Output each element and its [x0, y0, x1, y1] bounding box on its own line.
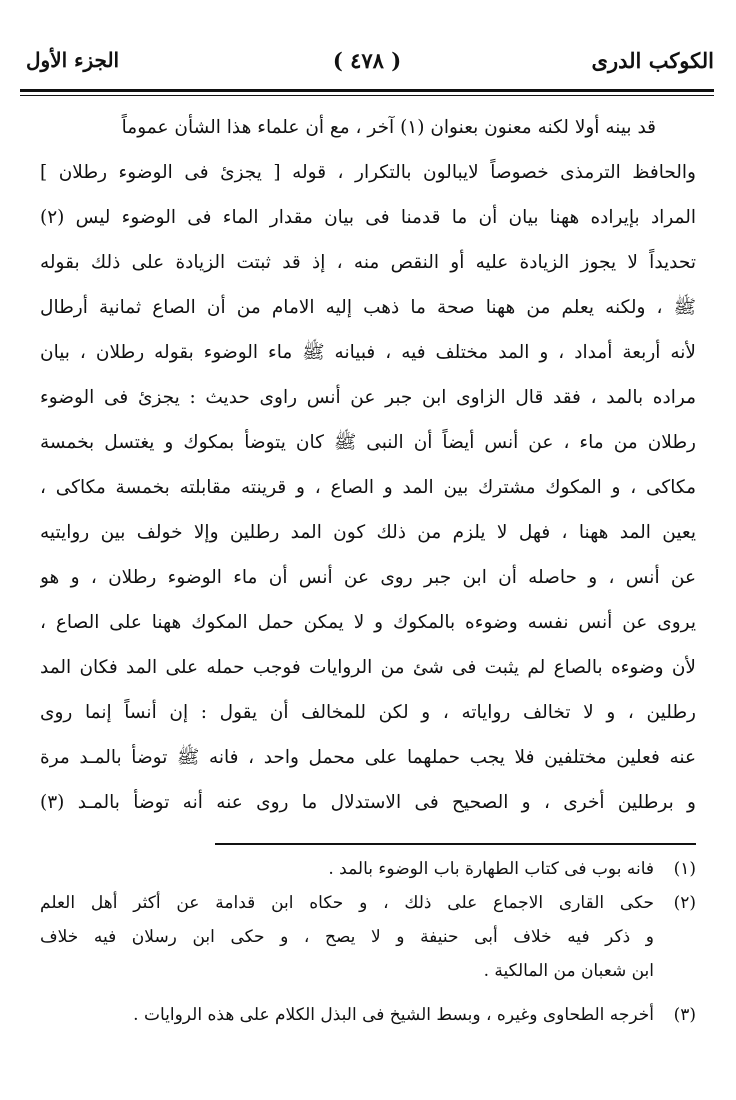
text-line: رطلان من ماء ، عن أنس أيضاً أن النبى ﷺ كان يتوضأ بمكوك و يغتسل بخمسة	[40, 432, 696, 453]
footnote-number: (٣)	[673, 1005, 696, 1025]
footnote-2	[40, 886, 696, 988]
footnote-line: و ذكر فيه خلاف أبى حنيفة و لا يصح ، و حكى ابن رسلان فيه خلاف	[40, 927, 654, 947]
footnote-number: (١)	[673, 859, 696, 879]
text-line: و برطلين أخرى ، و الصحيح فى الاستدلال ما روى عنه أنه توضأ بالمـد (٣)	[40, 792, 696, 813]
text-line: قد بينه أولا لكنه معنون بعنوان (١) آخر ، مع أن علماء هذا الشأن عموماً	[121, 117, 656, 138]
page-number: ( ٤٧٨ )	[332, 48, 402, 73]
text-line: تحديداً لا يجوز الزيادة عليه أو النقص منه ، إذ قد ثبتت الزيادة على ذلك بقوله	[40, 252, 696, 273]
footnote-line: ابن شعبان من المالكية .	[483, 961, 654, 981]
text-line: رطلين ، و لا تخالف رواياته ، و لكن للمخالف أن يقول : إن أنساً إنما روى	[40, 702, 696, 723]
text-line: ﷺ ، ولكنه يعلم من ههنا صحة ما ذهب إليه الامام من أن الصاع ثمانية أرطال	[40, 297, 696, 318]
text-line: مراده بالمد ، فقد قال الزاوى ابن جبر عن أنس راوى حديث : يجزئ فى الوضوء	[40, 387, 696, 408]
text-line: عن أنس ، و حاصله أن ابن جبر روى عن أنس أن ماء الوضوء رطلان ، و هو	[40, 567, 696, 588]
main-text	[40, 105, 696, 825]
text-line: لأن وضوءه بالصاع لم يثبت فى شئ من الروايات فوجب حمله على المد فكان المد	[40, 657, 696, 678]
book-title: الكوكب الدرى	[591, 48, 714, 73]
header-rule-thick	[20, 89, 714, 92]
footnote-1	[40, 852, 696, 886]
footnote-3	[40, 998, 696, 1032]
text-line: مكاكى ، و المكوك مشترك بين المد و الصاع ، و قرينته مقابلته بخمسة مكاكى ،	[40, 477, 696, 498]
text-line: المراد بإيراده ههنا بيان أن ما قدمنا فى بيان مقدار الماء فى الوضوء ليس (٢)	[40, 207, 696, 228]
footnote-line: حكى القارى الاجماع على ذلك ، و حكاه ابن قدامة عن أكثر أهل العلم	[40, 893, 654, 913]
footnotes	[40, 852, 696, 1032]
text-line: يروى عن أنس نفسه وضوءه بالمكوك و لا يمكن حمل المكوك ههنا على الصاع ،	[40, 612, 696, 633]
volume-label: الجزء الأول	[26, 48, 120, 72]
page-header	[20, 44, 714, 84]
text-line: والحافظ الترمذى خصوصاً لايبالون بالتكرار ، قوله [ يجزئ فى الوضوء رطلان ]	[40, 162, 696, 183]
footnote-rule	[215, 843, 696, 845]
header-rule-thin	[20, 95, 714, 96]
text-line: عنه فعلين مختلفين فلا يجب حملهما على محمل واحد ، فانه ﷺ توضأ بالمـد مرة	[40, 747, 696, 768]
footnote-line: فانه بوب فى كتاب الطهارة باب الوضوء بالمد .	[328, 859, 654, 879]
text-line: لأنه أربعة أمداد ، و المد مختلف فيه ، فبيانه ﷺ ماء الوضوء بقوله رطلان ، بيان	[40, 342, 696, 363]
footnote-line: أخرجه الطحاوى وغيره ، وبسط الشيخ فى البذل الكلام على هذه الروايات .	[133, 1005, 654, 1025]
footnote-number: (٢)	[673, 893, 696, 913]
text-line: يعين المد ههنا ، فهل لا يلزم من ذلك كون المد رطلين وإلا خولف بين روايتيه	[40, 522, 696, 543]
